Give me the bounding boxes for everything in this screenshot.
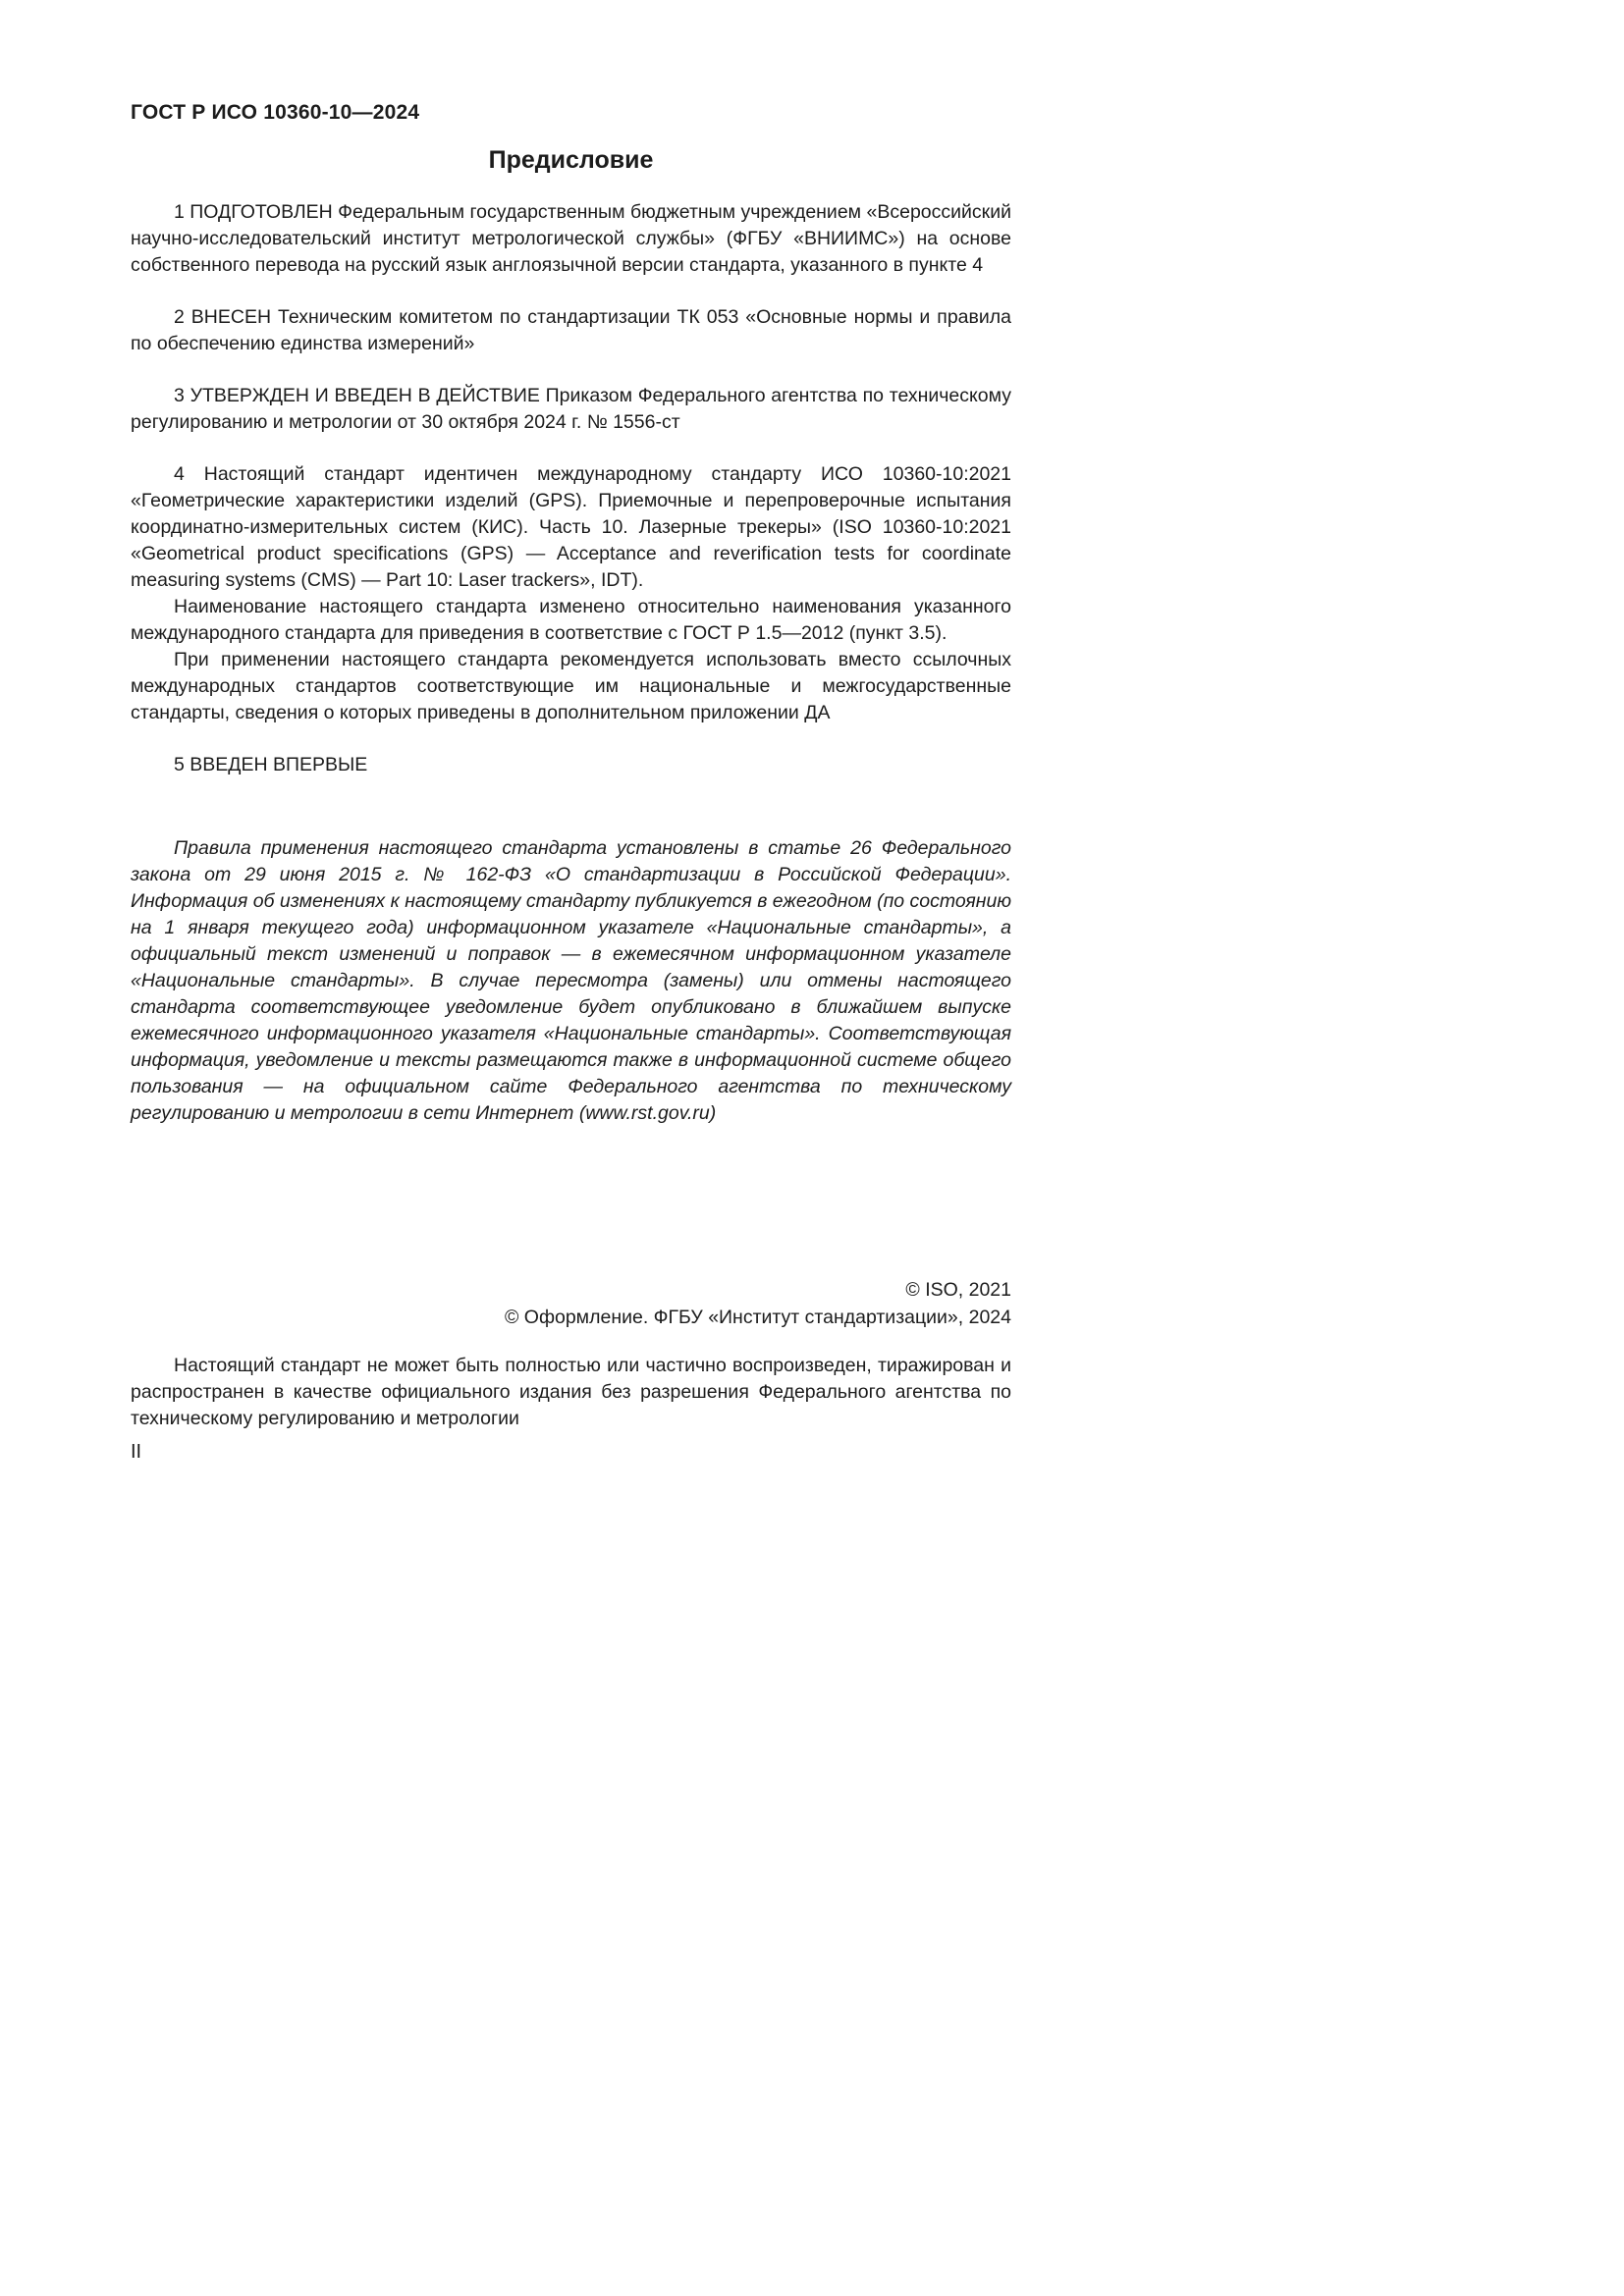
foreword-paragraph-1: 1 ПОДГОТОВЛЕН Федеральным государственным бюджетным учреждением «Всероссийский научно-исследовательский институт метрологической службы» (ФГБУ «ВНИИМС») на основе собственного перевода на русский язык англоязычной версии стандарта, указанного в пункте 4 [131,201,1011,276]
page-number: II [131,1441,142,1463]
copyright-iso: © ISO, 2021 [905,1279,1011,1301]
page-title: Предисловие [488,146,654,174]
page-content [131,101,1011,1464]
doc-number: ГОСТ Р ИСО 10360-10—2024 [131,101,420,124]
foreword-paragraph-2: 2 ВНЕСЕН Техническим комитетом по стандартизации ТК 053 «Основные нормы и правила по обеспечению единства измерений» [131,306,1011,354]
foreword-paragraph-4: 4 Настоящий стандарт идентичен международному стандарту ИСО 10360-10:2021 «Геометрические характеристики изделий (GPS). Приемочные и перепроверочные испытания координатно-измерительных систем (КИС). Часть 10. Лазерные трекеры» (ISO 10360-10:2021 «Geometrical product specifications (GPS) — Acceptance and reverification tests for coordinate measuring systems (CMS) — Part 10: Laser trackers», IDT). [131,463,1011,591]
copyright-design: © Оформление. ФГБУ «Институт стандартизации», 2024 [505,1307,1011,1328]
foreword-paragraph-4-note-name-change: Наименование настоящего стандарта изменено относительно наименования указанного международного стандарта для приведения в соответствие с ГОСТ Р 1.5—2012 (пункт 3.5). [131,596,1011,644]
reproduction-restriction: Настоящий стандарт не может быть полностью или частично воспроизведен, тиражирован и распространен в качестве официального издания без разрешения Федерального агентства по техническому регулированию и метрологии [131,1355,1011,1429]
legal-notice: Правила применения настоящего стандарта установлены в статье 26 Федерального закона от 29 июня 2015 г. № 162-ФЗ «О стандартизации в Российской Федерации». Информация об изменениях к настоящему стандарту публикуется в ежегодном (по состоянию на 1 января текущего года) информационном указателе «Национальные стандарты», а официальный текст изменений и поправок — в ежемесячном информационном указателе «Национальные стандарты». В случае пересмотра (замены) или отмены настоящего стандарта соответствующее уведомление будет опубликовано в ближайшем выпуске ежемесячного информационного указателя «Национальные стандарты». Соответствующая информация, уведомление и тексты размещаются также в информационной системе общего пользования — на официальном сайте Федерального агентства по техническому регулированию и метрологии в сети Интернет (www.rst.gov.ru) [131,837,1011,1124]
foreword-paragraph-5: 5 ВВЕДЕН ВПЕРВЫЕ [174,754,368,775]
foreword-paragraph-3: 3 УТВЕРЖДЕН И ВВЕДЕН В ДЕЙСТВИЕ Приказом Федерального агентства по техническому регулированию и метрологии от 30 октября 2024 г. № 1556-ст [131,385,1011,433]
copyright-block [131,1276,1011,1331]
foreword-paragraph-4-note-references: При применении настоящего стандарта рекомендуется использовать вместо ссылочных международных стандартов соответствующие им национальные и межгосударственные стандарты, сведения о которых приведены в дополнительном приложении ДА [131,649,1011,723]
